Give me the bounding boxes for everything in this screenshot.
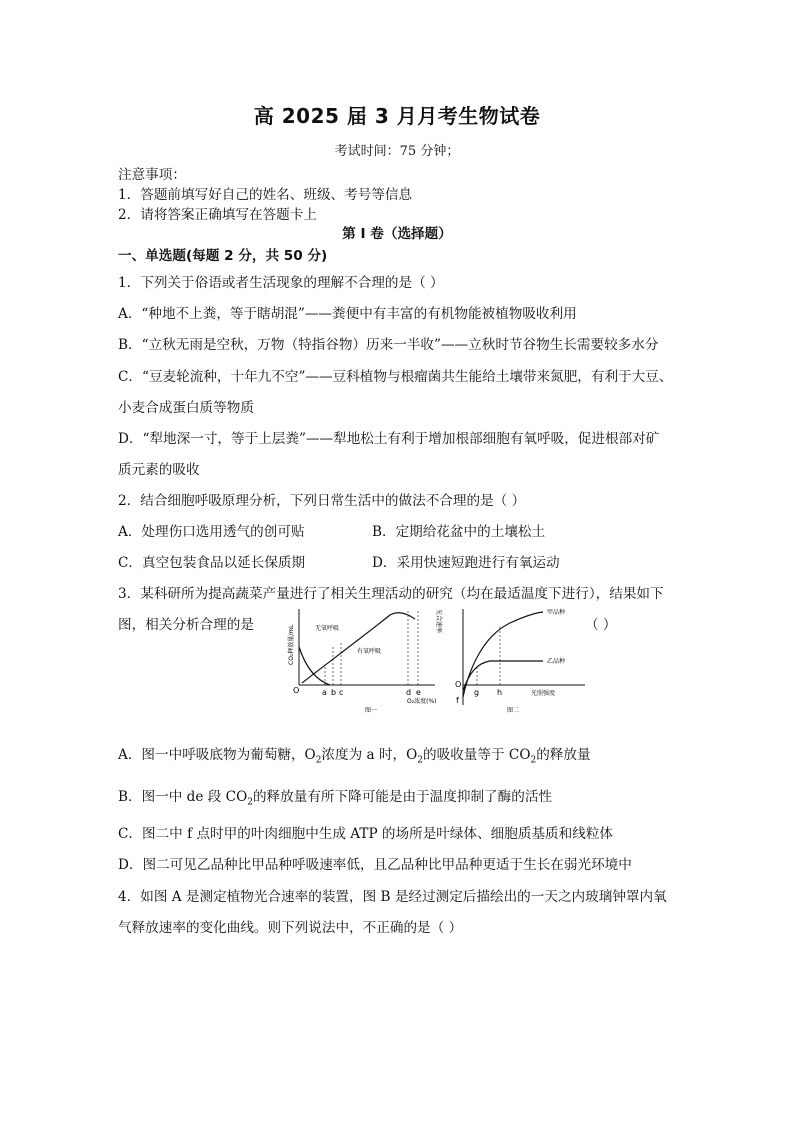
- q3-stem-line2: 图，相关分析合理的是: [118, 617, 254, 633]
- fig1-anaerobic-label: 无氧呼吸: [315, 625, 340, 632]
- q1-stem: 1．下列关于俗语或者生活现象的理解不合理的是（ ）: [118, 275, 444, 291]
- fig2-yi-curve: [463, 661, 543, 691]
- q3-answer-paren: （ ）: [585, 617, 617, 633]
- figure-two: [435, 608, 585, 714]
- fig1-ylabel: CO₂释放量/mL: [288, 624, 295, 665]
- volume-heading: 第 I 卷（选择题）: [342, 226, 452, 242]
- q1-option-a: A．“种地不上粪，等于瞎胡混”——粪便中有丰富的有机物能被植物吸收利用: [118, 306, 577, 322]
- q3-option-d: D．图二可见乙品种比甲品种呼吸速率低，且乙品种比甲品种更适于生长在弱光环境中: [118, 857, 632, 873]
- fig2-yi-label: 乙品种: [547, 658, 566, 665]
- fig1-anaerobic-curve: [299, 647, 330, 685]
- fig2-jia-label: 甲品种: [547, 609, 566, 616]
- fig2-f-label: f: [456, 696, 459, 705]
- fig2-tick-g: g: [474, 688, 480, 697]
- q2-option-a: A．处理伤口选用透气的创可贴: [118, 524, 305, 540]
- exam-time: 考试时间：75 分钟；: [334, 144, 460, 159]
- fig1-aerobic-label: 有氧呼吸: [357, 648, 382, 655]
- fig1-xlabel: O₂浓度(%): [407, 698, 437, 705]
- fig1-tick-a: a: [322, 688, 327, 697]
- figure-one: [287, 609, 437, 714]
- q2-option-c: C．真空包装食品以延长保质期: [118, 555, 306, 571]
- q1-option-b: B．“立秋无雨是空秋，万物（特指谷物）历来一半收”——立秋时节谷物生长需要较多水分: [118, 337, 659, 353]
- q3-option-a: A．图一中呼吸底物为葡萄糖，$O_2$浓度为 a 时，$O_2$的吸收量等于 $CO_2$的释放量: [118, 747, 591, 766]
- fig2-jia-curve: [463, 612, 543, 697]
- fig1-tick-d: d: [406, 688, 412, 697]
- q1-option-d-line1: D．“犁地深一寸，等于上层粪”——犁地松土有利于增加根部细胞有氧呼吸，促进根部对矿: [118, 431, 660, 447]
- q2-option-d: D．采用快速短跑进行有氧运动: [372, 555, 560, 571]
- notes-heading: 注意事项：: [118, 167, 186, 183]
- q1-option-c-line2: 小麦合成蛋白质等物质: [118, 400, 254, 416]
- notes-item-2: 2．请将答案正确填写在答题卡上: [118, 207, 317, 223]
- fig2-ylabel: 光合速率: [435, 609, 442, 634]
- exam-title: 高 2025 届 3 月月考生物试卷: [253, 104, 541, 128]
- q3-figures: [285, 605, 605, 725]
- fig2-xlabel: 光照强度: [531, 690, 556, 697]
- q4-stem-line1: 4．如图 A 是测定植物光合速率的装置，图 B 是经过测定后描绘出的一天之内玻璃钟罩内氧: [118, 889, 667, 905]
- notes-item-1: 1．答题前填写好自己的姓名、班级、考号等信息: [118, 187, 413, 203]
- q3-option-c: C．图二中 f 点时甲的叶肉细胞中生成 ATP 的场所是叶绿体、细胞质基质和线粒体: [118, 826, 614, 842]
- section-heading: 一、单选题(每题 2 分，共 50 分): [118, 248, 328, 264]
- fig1-tick-b: b: [331, 688, 337, 697]
- fig2-origin: O: [455, 680, 462, 689]
- fig1-origin: O: [293, 686, 300, 695]
- q2-stem: 2．结合细胞呼吸原理分析，下列日常生活中的做法不合理的是（ ）: [118, 493, 526, 509]
- fig2-caption: 图二: [507, 707, 520, 714]
- fig2-tick-h: h: [497, 688, 503, 697]
- fig1-tick-e: e: [416, 688, 421, 697]
- fig1-tick-c: c: [339, 688, 344, 697]
- q3-option-b: B．图一中 de 段 $CO_2$的释放量有所下降可能是由于温度抑制了酶的活性: [118, 789, 553, 808]
- q4-stem-line2: 气释放速率的变化曲线。则下列说法中，不正确的是（ ）: [118, 920, 463, 936]
- q1-option-c-line1: C．“豆麦轮流种，十年九不空”——豆科植物与根瘤菌共生能给土壤带来氮肥，有利于大豆、: [118, 369, 673, 385]
- q2-option-b: B．定期给花盆中的土壤松土: [372, 524, 546, 540]
- q1-option-d-line2: 质元素的吸收: [118, 462, 200, 478]
- fig1-caption: 图一: [365, 707, 378, 714]
- q3-stem-line1: 3．某科研所为提高蔬菜产量进行了相关生理活动的研究（均在最适温度下进行），结果如下: [118, 586, 664, 602]
